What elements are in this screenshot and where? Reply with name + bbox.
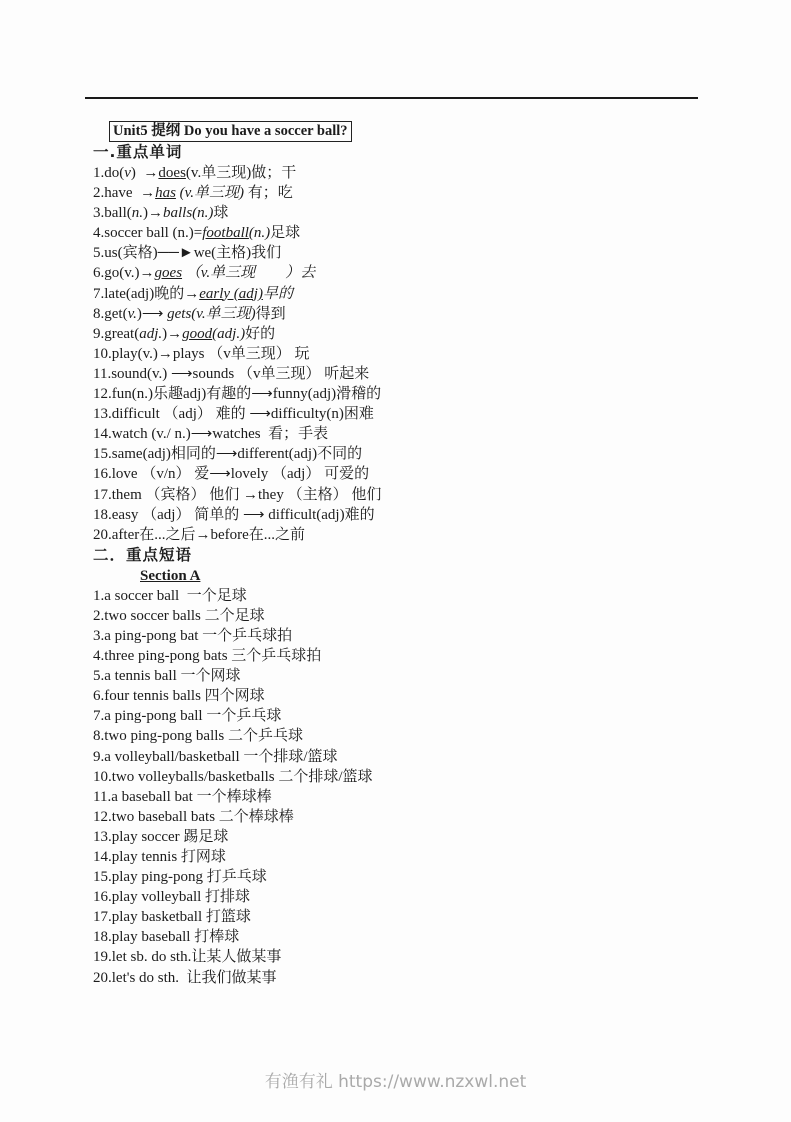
list-item: 13.difficult （adj） 难的 ⟶difficulty(n)困难 <box>93 406 374 423</box>
list-item: 3.a ping-pong bat 一个乒乓球拍 <box>93 627 293 644</box>
list-item: 14.watch (v./ n.)⟶watches 看；手表 <box>93 426 329 443</box>
section-a-label: Section A <box>140 567 201 584</box>
list-item: 10.two volleyballs/basketballs 二个排球/篮球 <box>93 768 373 785</box>
list-item: 16.play volleyball 打排球 <box>93 889 251 906</box>
list-item: 12.two baseball bats 二个棒球棒 <box>93 808 294 825</box>
header-rule <box>85 97 698 99</box>
list-item: 11.sound(v.) ⟶sounds （v单三现） 听起来 <box>93 365 370 382</box>
list-item: 11.a baseball bat 一个棒球棒 <box>93 788 272 805</box>
section-a-row <box>93 566 753 586</box>
list-item: 15.play ping-pong 打乒乓球 <box>93 869 267 886</box>
list-item: 6.go(v.)→goes （v.单三现 ）去 <box>93 265 316 282</box>
phrase-section-heading: 二．重点短语 <box>93 545 193 564</box>
list-item: 18.easy （adj） 简单的 ⟶ difficult(adj)难的 <box>93 506 375 523</box>
list-item: 8.get(v.)⟶ gets(v.单三现)得到 <box>93 305 286 322</box>
footer-watermark: 有渔有礼 https://www.nzxwl.net <box>264 1072 527 1092</box>
unit-title-box: Unit5 提纲 Do you have a soccer ball? <box>109 121 352 142</box>
vocab-list <box>93 163 753 545</box>
list-item: 7.late(adj)晚的→early (adj)早的 <box>93 285 293 302</box>
document-content <box>93 121 753 988</box>
phrase-list <box>93 586 753 988</box>
list-item: 8.two ping-pong balls 二个乒乓球 <box>93 728 303 745</box>
list-item: 7.a ping-pong ball 一个乒乓球 <box>93 708 282 725</box>
list-item: 10.play(v.)→plays （v单三现） 玩 <box>93 345 310 362</box>
list-item: 1.a soccer ball 一个足球 <box>93 587 247 604</box>
list-item: 15.same(adj)相同的⟶different(adj)不同的 <box>93 446 363 463</box>
list-item: 9.great(adj.)→good(adj.)好的 <box>93 325 276 342</box>
list-item: 17.them （宾格） 他们 →they （主格） 他们 <box>93 486 382 503</box>
list-item: 2.two soccer balls 二个足球 <box>93 607 265 624</box>
list-item: 5.a tennis ball 一个网球 <box>93 668 241 685</box>
list-item: 12.fun(n.)乐趣adj)有趣的⟶funny(adj)滑稽的 <box>93 386 382 403</box>
list-item: 5.us(宾格)──►we(主格)我们 <box>93 245 282 262</box>
list-item: 20.let's do sth. 让我们做某事 <box>93 969 277 986</box>
vocab-section-heading: 一.重点单词 <box>93 143 183 161</box>
list-item: 1.do(v) →does(v.单三现)做；干 <box>93 165 297 181</box>
list-item: 4.three ping-pong bats 三个乒乓球拍 <box>93 648 322 665</box>
list-item: 4.soccer ball (n.)=football(n.)足球 <box>93 225 301 242</box>
list-item: 18.play baseball 打棒球 <box>93 929 240 946</box>
list-item: 6.four tennis balls 四个网球 <box>93 688 265 705</box>
list-item: 3.ball(n.)→balls(n.)球 <box>93 205 229 222</box>
list-item: 13.play soccer 踢足球 <box>93 828 229 845</box>
list-item: 16.love （v/n） 爱⟶lovely （adj） 可爱的 <box>93 466 370 483</box>
list-item: 9.a volleyball/basketball 一个排球/篮球 <box>93 748 338 765</box>
list-item: 17.play basketball 打篮球 <box>93 909 251 926</box>
list-item: 2.have →has (v.单三现) 有；吃 <box>93 185 293 202</box>
list-item: 19.let sb. do sth.让某人做某事 <box>93 949 282 966</box>
list-item: 14.play tennis 打网球 <box>93 849 226 865</box>
list-item: 20.after在...之后→before在...之前 <box>93 526 306 543</box>
